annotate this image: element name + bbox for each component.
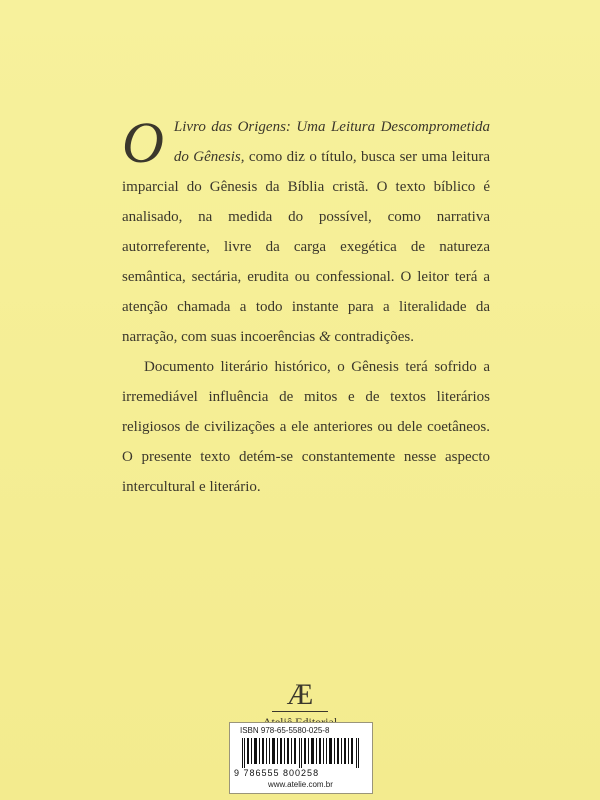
drop-cap: O bbox=[122, 110, 164, 175]
barcode-number: 9 786555 800258 bbox=[234, 768, 320, 778]
publisher-url: www.atelie.com.br bbox=[268, 780, 333, 789]
ampersand: & bbox=[319, 329, 331, 345]
blurb-paragraph-1-body: como diz o título, busca ser uma leitura imparcial do Gênesis da Bíblia cristã. O texto bíblico é analisado, na medida do possível, como narrativa autorreferente, livre da carga exegética de natureza semântica, sectária, erudita ou confessional. O leitor terá a atenção chamada a todo instante para a literalidade da narração, com suas incoerências bbox=[122, 149, 490, 345]
barcode-bars-icon bbox=[242, 738, 360, 768]
book-title: Livro das Origens: Uma Leitura Descomprometida do Gênesis, bbox=[173, 119, 490, 165]
blurb-paragraph-1-end: contradições. bbox=[330, 329, 414, 345]
logo-divider bbox=[272, 711, 328, 712]
publisher-logo-icon: Æ bbox=[286, 678, 314, 711]
blurb-paragraph-1 bbox=[122, 112, 490, 352]
barcode-label bbox=[229, 722, 373, 794]
isbn-text: ISBN 978-65-5580-025-8 bbox=[240, 726, 330, 735]
blurb-paragraph-2: Documento literário histórico, o Gênesis terá sofrido a irremediável influência de mitos e de textos literários religiosos de civilizações a ele anteriores ou dele coetâneos. O presente texto detém-se constantemente nesse aspecto intercultural e literário. bbox=[122, 359, 490, 495]
blurb-text bbox=[122, 112, 490, 502]
